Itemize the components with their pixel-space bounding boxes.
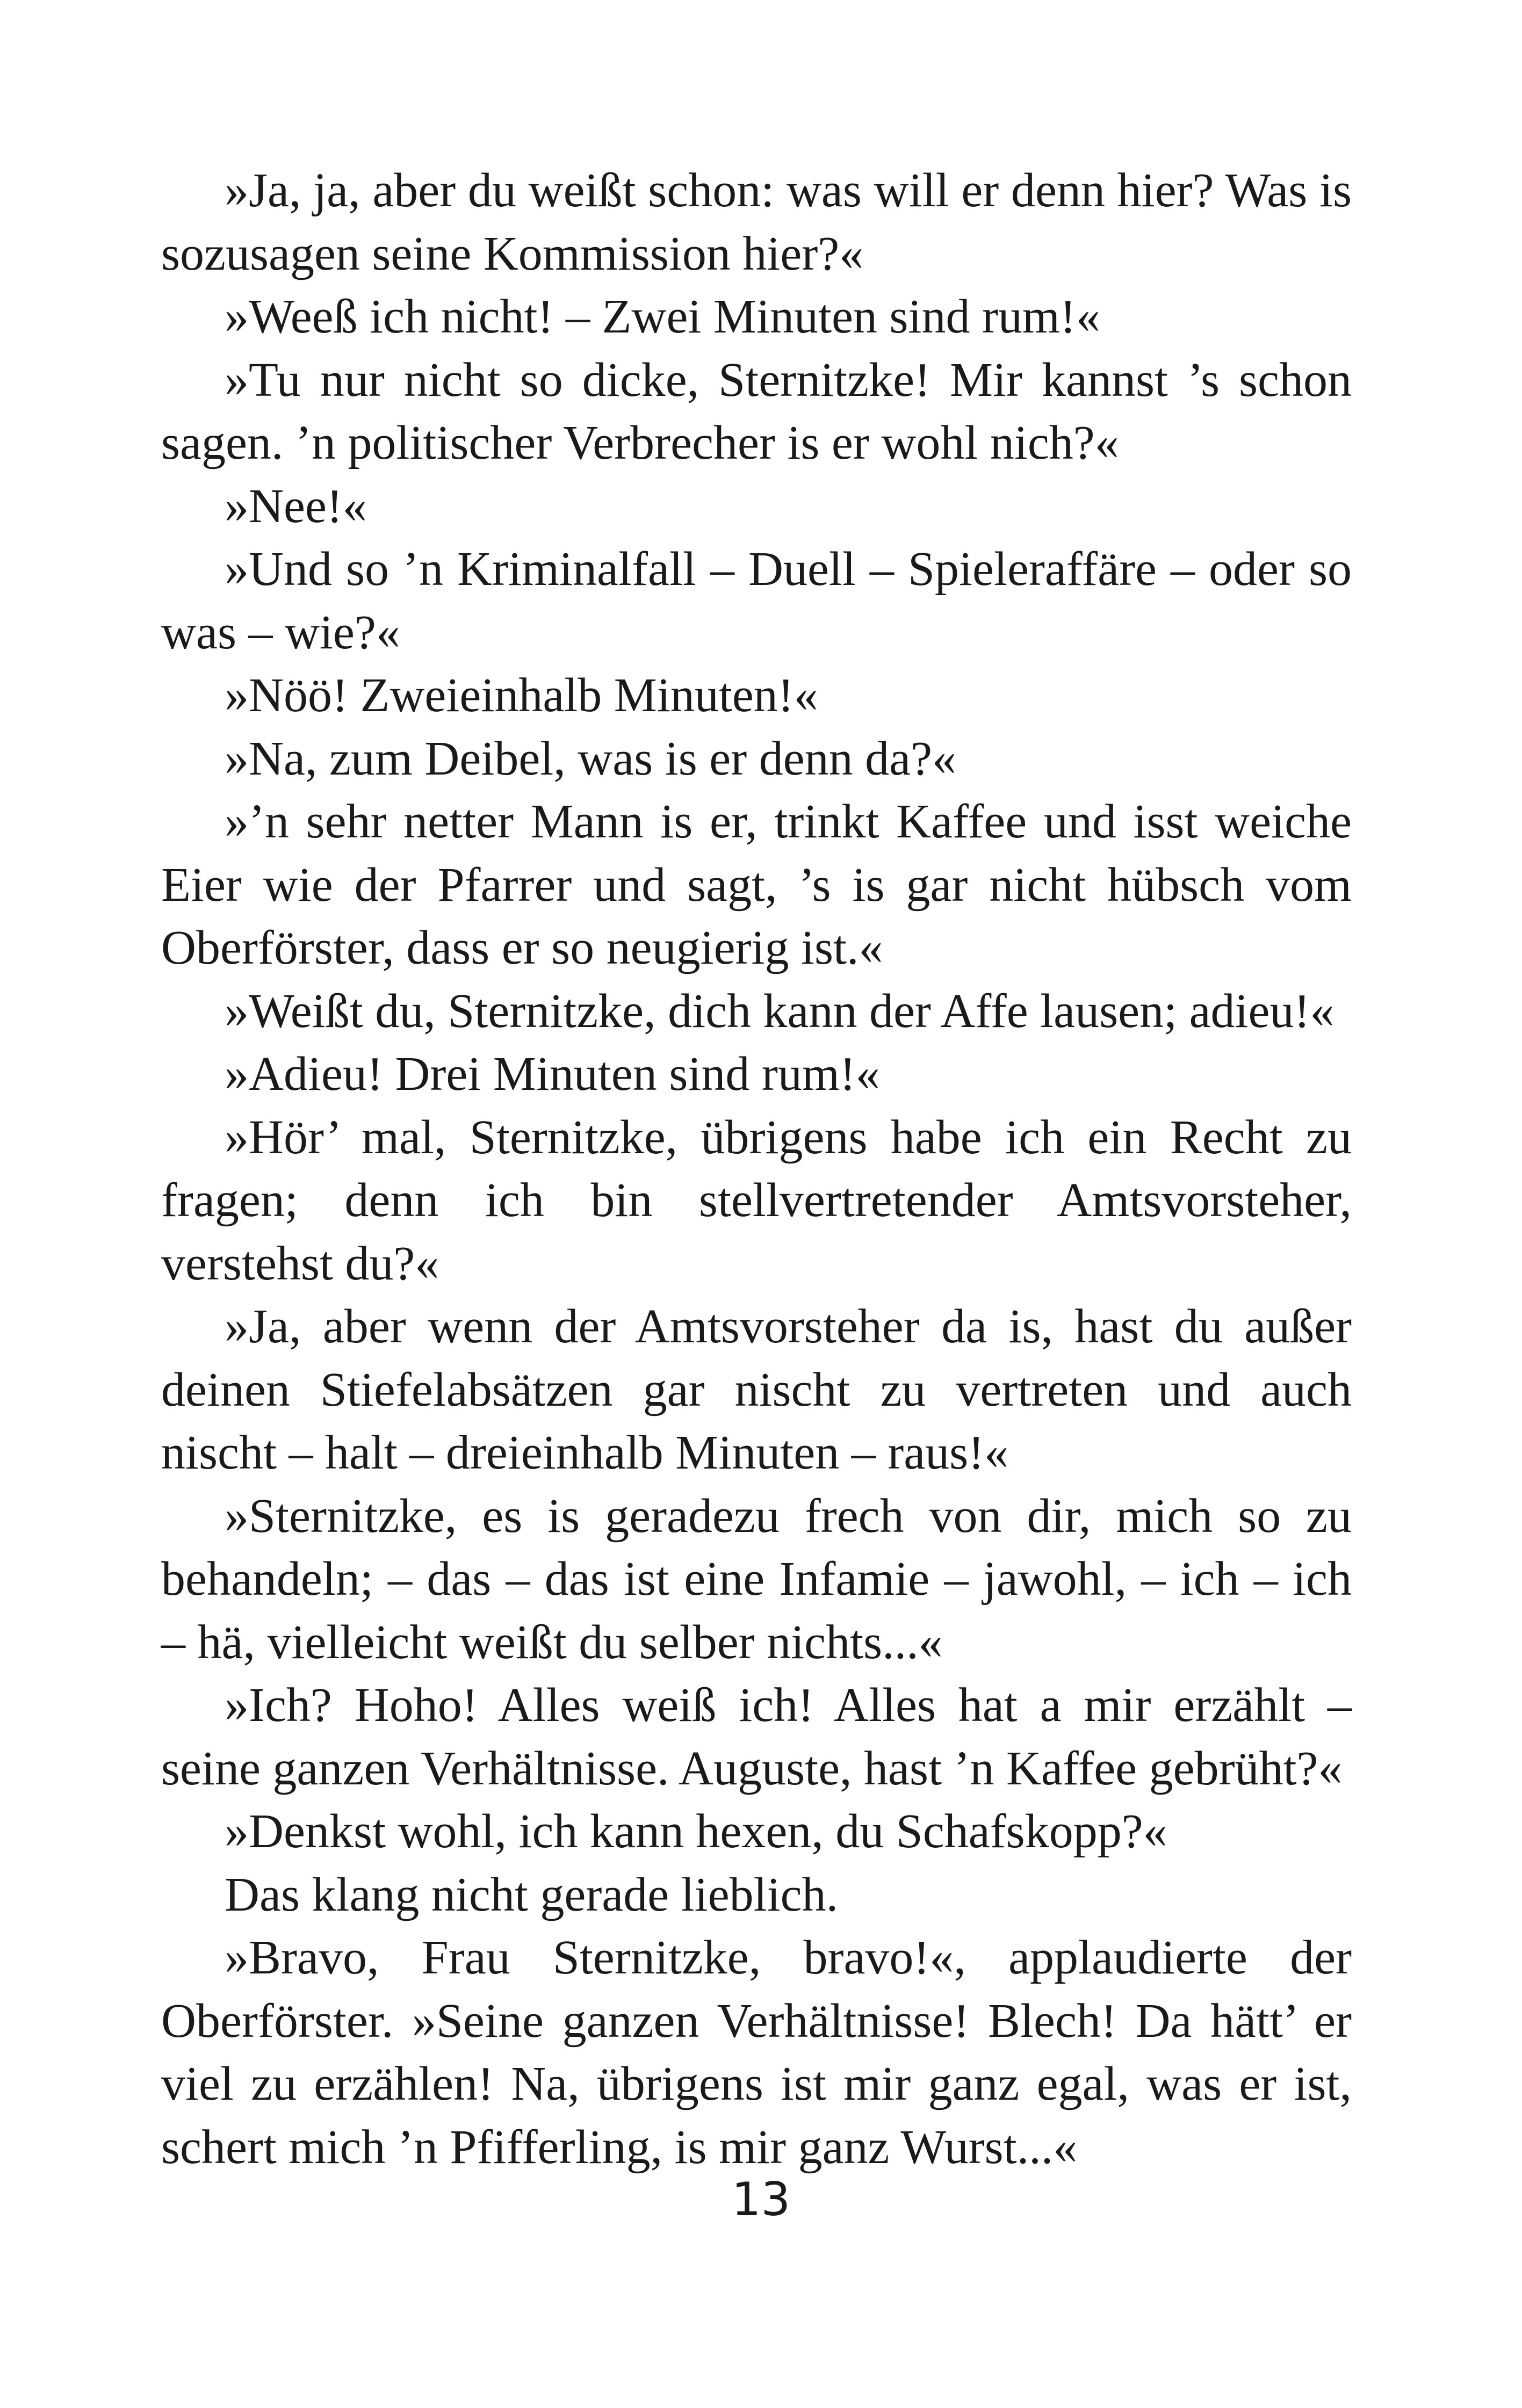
page-number: 13 <box>731 2173 791 2226</box>
paragraph: »Ja, ja, aber du weißt schon: was will er denn hier? Was is sozusagen seine Kommission hier?« <box>161 164 1352 280</box>
paragraph: »Und so ’n Kriminalfall – Duell – Spieleraffäre – oder so was – wie?« <box>161 543 1352 659</box>
paragraph: »Weeß ich nicht! – Zwei Minuten sind rum!« <box>225 290 1100 343</box>
body-text <box>161 159 1352 2179</box>
paragraph: »Nee!« <box>225 479 367 533</box>
paragraph: »Tu nur nicht so dicke, Sternitzke! Mir kannst ’s schon sagen. ’n politischer Verbrecher is er wohl nich?« <box>161 353 1352 469</box>
paragraph: »Na, zum Deibel, was is er denn da?« <box>225 732 957 785</box>
paragraph: »Sternitzke, es is geradezu frech von dir, mich so zu behandeln; – das – das ist eine Infamie – jawohl, – ich – ich – hä, vielleicht weißt du selber nichts...« <box>161 1489 1352 1669</box>
paragraph: »Weißt du, Sternitzke, dich kann der Affe lausen; adieu!« <box>225 984 1335 1038</box>
paragraph: »Hör’ mal, Sternitzke, übrigens habe ich ein Recht zu fragen; denn ich bin stellvertretender Amtsvorsteher, verstehst du?« <box>161 1110 1352 1290</box>
paragraph: »Adieu! Drei Minuten sind rum!« <box>225 1047 880 1101</box>
paragraph: »Ich? Hoho! Alles weiß ich! Alles hat a mir erzählt – seine ganzen Verhältnisse. Auguste, hast ’n Kaffee gebrüht?« <box>161 1679 1352 1795</box>
paragraph: »Nöö! Zweieinhalb Minuten!« <box>225 669 818 722</box>
paragraph: Das klang nicht gerade lieblich. <box>225 1868 839 1921</box>
paragraph: »Ja, aber wenn der Amtsvorsteher da is, hast du außer deinen Stiefelabsätzen gar nischt zu vertreten und auch nischt – halt – dreieinhalb Minuten – raus!« <box>161 1300 1352 1479</box>
paragraph: »Denkst wohl, ich kann hexen, du Schafskopp?« <box>225 1805 1167 1858</box>
paragraph: »Bravo, Frau Sternitzke, bravo!«, applaudierte der Oberförster. »Seine ganzen Verhältnisse! Blech! Da hätt’ er viel zu erzählen! Na, übrigens ist mir ganz egal, was er ist, schert mich ’n Pfifferling, is mir ganz Wurst...« <box>161 1931 1352 2174</box>
paragraph: »’n sehr netter Mann is er, trinkt Kaffee und isst weiche Eier wie der Pfarrer und sagt, ’s is gar nicht hübsch vom Oberförster, dass er so neugierig ist.« <box>161 795 1352 974</box>
